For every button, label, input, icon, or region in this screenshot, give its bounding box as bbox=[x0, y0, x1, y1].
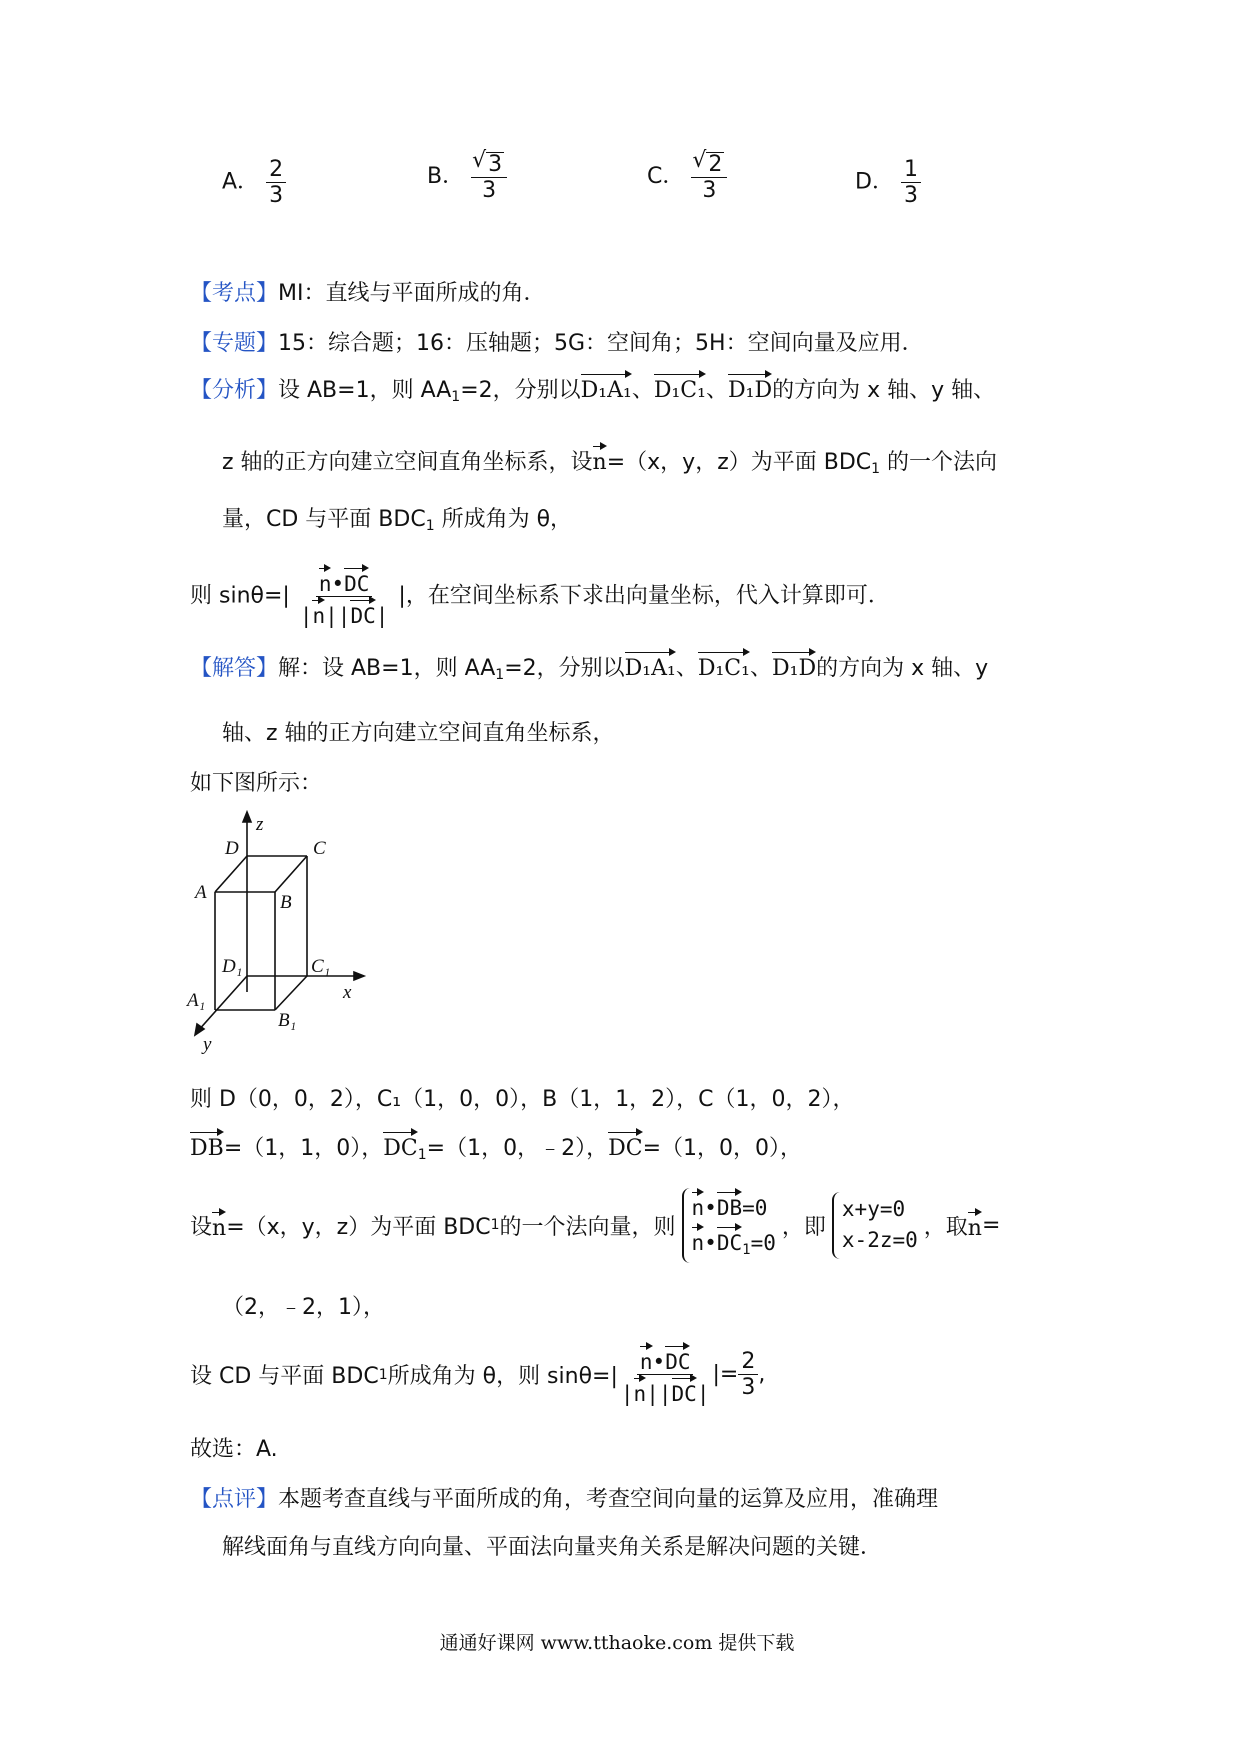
fenxi-line-3: 量，CD 与平面 $BDC_1$ 所成角为 θ， bbox=[222, 507, 573, 534]
fenxi-label: 【分析】 bbox=[190, 378, 279, 403]
jieda-line-2: 轴、z 轴的正方向建立空间直角坐标系， bbox=[222, 721, 615, 746]
system-equations: x+y=0 x-2z=0 bbox=[832, 1192, 918, 1259]
jieda-line-3: 如下图所示： bbox=[190, 771, 323, 796]
label-d1: D₁ bbox=[222, 956, 243, 977]
coords-line: 则 D（0，0，2），C₁（1，0，0），B（1，1，2），C（1，0，2）， bbox=[190, 1087, 855, 1112]
option-b: B． √ $\frac{3}{3}$ bbox=[427, 152, 507, 202]
jieda-line-1: 【解答】解：设 AB=1，则 $AA_1=2$，分别以D₁A₁、D₁C₁、D₁D的方向为 x 轴、y bbox=[190, 650, 988, 683]
dianping-label: 【点评】 bbox=[190, 1487, 279, 1512]
fenxi-line-1: 【分析】设 AB=1，则 $AA_1=2$，分别以D₁A₁、D₁C₁、D₁D的方向为 x 轴、y 轴、 bbox=[190, 372, 995, 405]
cuboid-figure bbox=[185, 810, 370, 1055]
dianping-line-1: 【点评】本题考查直线与平面所成的角，考查空间向量的运算及应用，准确理 bbox=[190, 1487, 939, 1512]
label-a1: A₁ bbox=[187, 990, 206, 1011]
label-c1: C₁ bbox=[311, 956, 331, 977]
vector-d1d: D₁D bbox=[728, 372, 772, 402]
label-d: D bbox=[225, 838, 239, 859]
label-x: x bbox=[343, 982, 352, 1003]
label-y: y bbox=[203, 1034, 212, 1055]
jieda-label: 【解答】 bbox=[190, 656, 279, 681]
label-a: A bbox=[195, 882, 207, 903]
dianping-line-2: 解线面角与直线方向向量、平面法向量夹角关系是解决问题的关键． bbox=[222, 1535, 883, 1560]
zhuanti-line: 【专题】15：综合题；16：压轴题；5G：空间角；5H：空间向量及应用． bbox=[190, 331, 924, 356]
label-c: C bbox=[313, 838, 326, 859]
label-z: z bbox=[256, 814, 264, 835]
vector-d1c1: D₁C₁ bbox=[654, 372, 706, 402]
choice-line: 故选：A. bbox=[190, 1437, 278, 1462]
option-c: C． √ $\frac{2}{3}$ bbox=[647, 152, 727, 202]
label-b1: B₁ bbox=[278, 1010, 297, 1031]
vectors-line: DB=（1，1，0），$DC_1=(1$，0，﹣2），DC=（1，0，0）， bbox=[190, 1130, 802, 1163]
system-vectors: n•DB=0 $n•DC_1=0$ bbox=[682, 1188, 776, 1263]
fenxi-line-2: z 轴的正方向建立空间直角坐标系，设n=（x，y，z）为平面 $BDC_1$ 的一个法向 bbox=[222, 444, 997, 477]
footer: 通通好课网 www.tthaoke.com 提供下载 bbox=[439, 1632, 795, 1654]
normal-line: 设 n =（x，y，z）为平面 BDC 1 的一个法向量，则 n•DB=0 $n•DC_1=0$ ，即 x+y=0 x-2z=0 ，取 n = bbox=[190, 1188, 1000, 1263]
option-a: A． $\frac{2}{3}$ bbox=[222, 158, 286, 207]
option-d: D． $\frac{1}{3}$ bbox=[855, 158, 921, 207]
kaodian-label: 【考点】 bbox=[190, 281, 279, 306]
zhuanti-label: 【专题】 bbox=[190, 331, 279, 356]
label-b: B bbox=[280, 892, 292, 913]
sin-line: 设 CD 与平面 BDC 1 所成角为 θ，则 sinθ=| $\frac{n•DC}{|n||DC|}$ |= $\frac{2}{3}$ , bbox=[190, 1344, 765, 1405]
kaodian-line: 【考点】MI：直线与平面所成的角． bbox=[190, 281, 546, 306]
vector-n: n bbox=[593, 444, 607, 474]
result-line: （2，﹣2，1）， bbox=[222, 1295, 385, 1320]
vector-d1a1: D₁A₁ bbox=[581, 372, 632, 402]
fenxi-line-4: 则 sinθ=| $\frac{n•DC}{|n||DC|}$ |，在空间坐标系下求出向量坐标，代入计算即可． bbox=[190, 566, 890, 627]
